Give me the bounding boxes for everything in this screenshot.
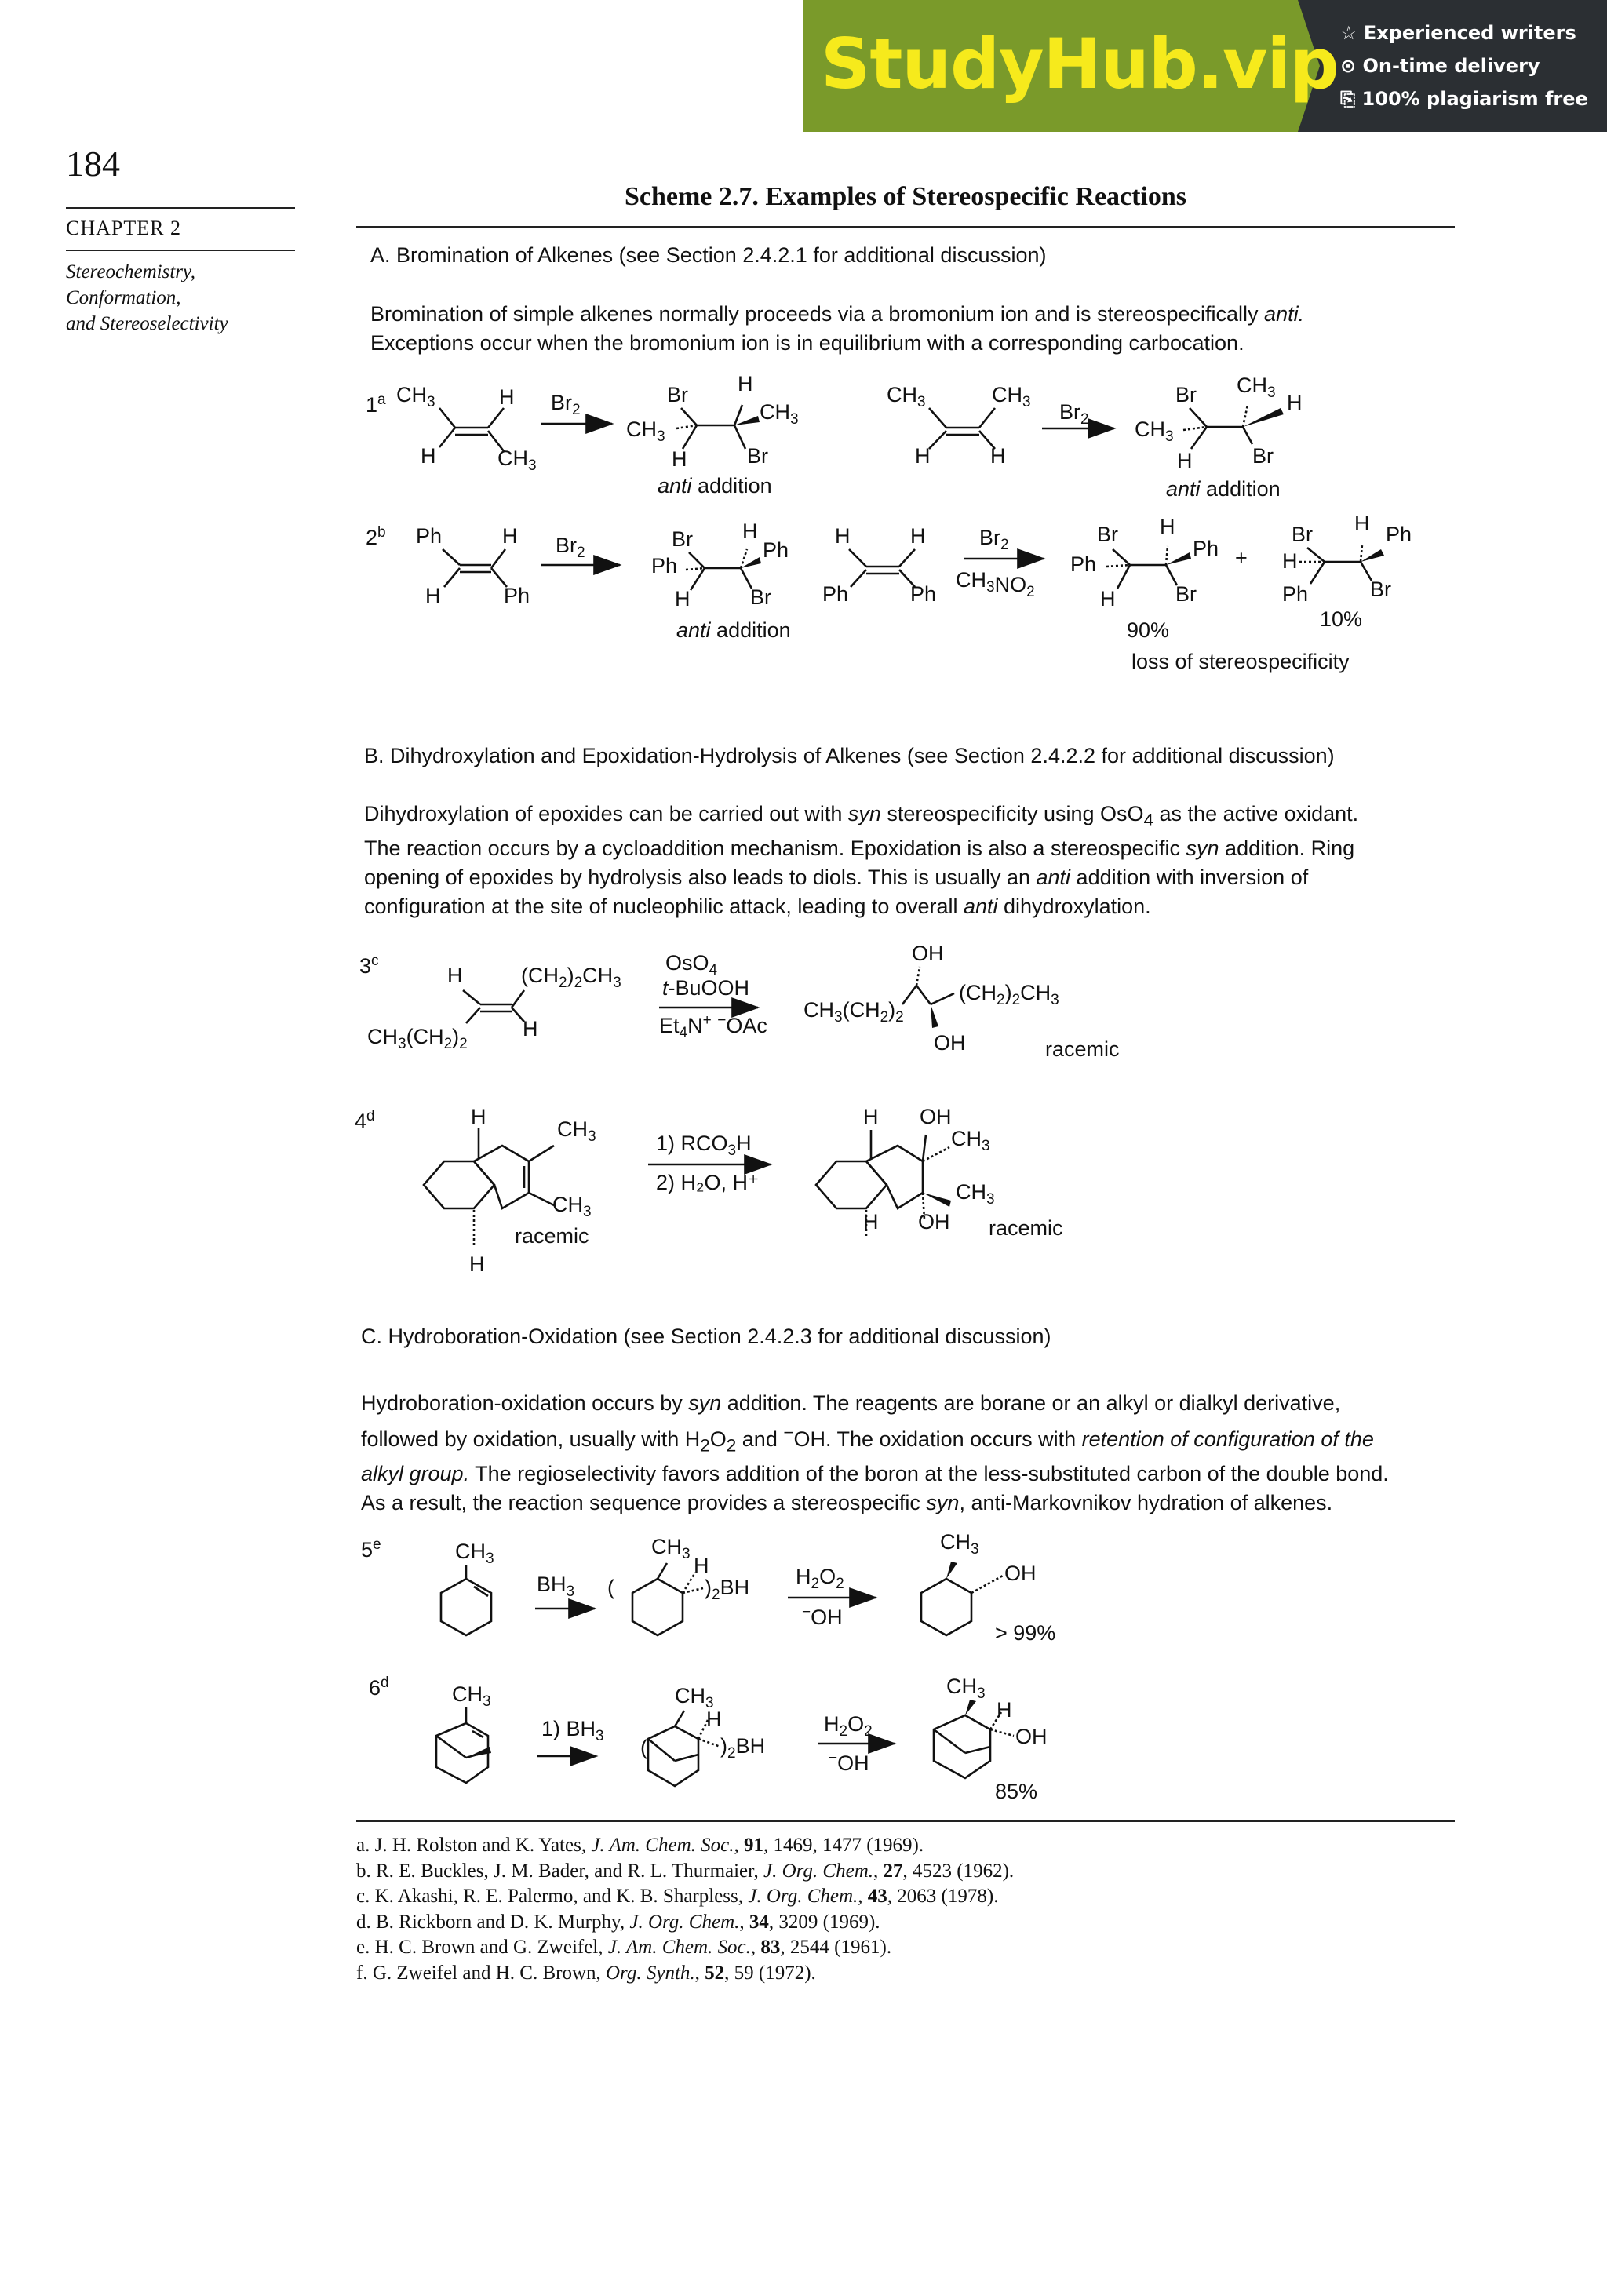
svg-text:CH3: $CH_3$ [956,1180,995,1208]
brand-logo[interactable]: StudyHub.vip [821,24,1339,104]
svg-text:anti addition: anti addition [1166,477,1281,501]
entry-number: 1$^a$ [366,392,386,417]
svg-text:85%: 85% [995,1780,1038,1803]
svg-text:H: H [447,964,463,987]
scheme-rule-bottom [356,1820,1455,1822]
svg-text:CH3(CH2)2: $CH_3(CH_2)_2$ [367,1025,468,1052]
svg-text:H2O2: $H_2O_2$ [796,1565,844,1592]
svg-text:Br: Br [750,585,771,609]
svg-text:racemic: racemic [989,1216,1063,1240]
svg-text:90%: 90% [1127,618,1170,642]
entry-6 [369,1675,1048,1803]
reference-a: a. J. H. Rolston and K. Yates, J. Am. Chem. Soc., 91, 1469, 1477 (1969). [356,1835,924,1856]
svg-text:CH3(CH2)2: $CH_3(CH_2)_2$ [804,998,904,1026]
svg-text:H: H [425,584,441,607]
section-c-paragraph: Hydroboration-oxidation occurs by syn addition. The reagents are borane or an alkyl or dialkyl derivative, followed by oxidation, usually with $H_2O_2$ and −OH. The oxidation occurs with retention of configuration of the alkyl group. The regioselectivity favors addition of the boron at the less-substituted carbon of the double bond. As a result, the reaction sequence provides a stereospecific syn, anti-Markovnikov hydration of alkenes. [361,1391,1389,1515]
entry-2 [366,512,1412,673]
svg-text:Ph: Ph [1282,582,1309,606]
entry-5 [361,1530,1055,1645]
svg-text:H: H [1160,515,1175,538]
svg-text:Br: Br [672,527,693,551]
svg-text:)2BH: )$_2BH$ [705,1576,750,1603]
reference-d: d. B. Rickborn and D. K. Murphy, J. Org. Chem., 34, 3209 (1969). [356,1911,880,1933]
svg-text:OsO4: OsO$_4$ [665,951,718,979]
svg-text:2b: 2$^b$ [366,524,386,549]
svg-text:OH: OH [920,1105,952,1128]
svg-text:OH: OH [934,1031,966,1055]
svg-text:4d: 4$^d$ [355,1108,375,1133]
loss-of-stereospecificity-label: loss of stereospecificity [1131,650,1350,673]
anti-addition-label: anti addition [658,474,772,497]
svg-text:CH3: $CH_3$ [940,1530,979,1558]
svg-text:H: H [499,385,515,409]
svg-text:6d: 6$^d$ [369,1675,389,1700]
svg-text:Ph: Ph [504,584,530,607]
svg-text:CH3: $CH_3$ [396,383,435,410]
svg-text:H: H [1100,587,1116,610]
svg-text:racemic: racemic [1045,1037,1120,1061]
svg-text:H: H [1282,549,1298,573]
svg-text:BH3: $BH_3$ [537,1573,575,1600]
svg-text:CH3NO2: $CH_3NO_2$ [956,568,1035,600]
svg-text:1) BH3: 1) $BH_3$ [541,1717,604,1744]
svg-text:racemic: racemic [515,1224,589,1248]
svg-text:Br: Br [1097,523,1118,546]
svg-text:(: ( [640,1736,647,1759]
svg-text:OH: OH [1015,1725,1048,1748]
svg-text:CH3: $CH_3$ [760,400,799,428]
svg-text:H: H [738,372,753,395]
svg-text:H: H [471,1105,486,1128]
svg-text:Br: Br [747,444,768,468]
svg-text:−OH: −OH [829,1750,869,1775]
running-head-line: Stereochemistry, [66,261,196,282]
references-list [356,1833,1014,1986]
svg-text:+: + [1235,546,1248,570]
svg-text:CH3: $CH_3$ [626,417,665,445]
svg-text:Ph: Ph [763,538,789,562]
section-a-title: A. Bromination of Alkenes (see Section 2.4.2.1 for additional discussion) [370,243,1047,267]
svg-text:OH: OH [912,942,944,965]
section-b-paragraph: Dihydroxylation of epoxides can be carried out with syn stereospecificity using OsO$_4$ as the active oxidant. The reaction occurs by a cycloaddition mechanism. Epoxidation is also a stereospecific syn addition. Ring opening of epoxides by hydrolysis also leads to diols. This is usually an anti addition with inversion of configuration at the site of nucleophilic attack, leading to overall anti dihydroxylation. [364,802,1359,919]
svg-text:−OH: −OH [802,1604,843,1629]
svg-text:CH3: $CH_3$ [552,1193,592,1220]
svg-text:H: H [672,447,687,471]
svg-text:Br: Br [1175,383,1197,406]
svg-text:Ph: Ph [1070,552,1097,576]
svg-text:CH3: $CH_3$ [992,383,1031,410]
section-b-title: B. Dihydroxylation and Epoxidation-Hydrolysis of Alkenes (see Section 2.4.2.2 for additional discussion) [364,744,1335,767]
svg-text:CH3: $CH_3$ [887,383,926,410]
svg-text:H: H [1354,512,1370,535]
svg-text:Ph: Ph [416,524,443,548]
svg-text:H: H [675,587,691,610]
svg-text:Br: Br [667,383,688,406]
svg-text:5e: 5e [361,1536,381,1562]
svg-text:CH3: $CH_3$ [497,446,537,474]
svg-text:anti addition: anti addition [676,618,791,642]
svg-text:Ph: Ph [822,582,849,606]
svg-text:2) H₂O, H⁺: 2) H₂O, H⁺ [656,1171,760,1194]
svg-text:t-BuOOH: t-BuOOH [662,976,750,1000]
svg-text:Br: Br [1252,444,1274,468]
svg-text:10%: 10% [1320,607,1363,631]
svg-text:(CH2)2CH3: $(CH_2)_2CH_3$ [521,964,621,991]
feature-experienced-writers: ☆ Experienced writers [1340,22,1576,44]
svg-text:> 99%: > 99% [995,1621,1056,1645]
svg-text:3c: 3$^c$ [359,953,379,978]
svg-text:CH3: $CH_3$ [651,1535,691,1562]
svg-text:CH3: $CH_3$ [946,1675,986,1702]
svg-text:H: H [997,1698,1012,1722]
svg-text:Br2: $Br_2$ [1059,400,1089,428]
reference-c: c. K. Akashi, R. E. Palermo, and K. B. Sharpless, J. Org. Chem., 43, 2063 (1978). [356,1886,999,1907]
svg-text:CH3: $CH_3$ [675,1684,714,1711]
svg-text:CH3: $CH_3$ [452,1682,491,1710]
scheme-title: Scheme 2.7. Examples of Stereospecific Reactions [624,182,1187,211]
svg-text:H: H [910,524,926,548]
svg-text:H2O2: $H_2O_2$ [824,1712,873,1740]
svg-text:CH3: $CH_3$ [951,1127,990,1154]
svg-text:CH3: $CH_3$ [455,1540,494,1567]
svg-text:(CH2)2CH3: $(CH_2)_2CH_3$ [959,981,1059,1008]
svg-text:CH3: $CH_3$ [1237,374,1276,401]
svg-text:H: H [915,444,931,468]
svg-text:H: H [502,524,518,548]
section-a-paragraph: Bromination of simple alkenes normally proceeds via a bromonium ion and is stereospecifically anti. Exceptions occur when the bromonium ion is in equilibrium with a corresponding carbocation. [370,302,1305,355]
svg-text:1) RCO3H: 1) $RCO_3H$ [656,1132,752,1159]
entry-4 [355,1105,1063,1276]
svg-text:Br2: $Br_2$ [551,391,581,418]
svg-text:Br2: $Br_2$ [979,526,1009,553]
svg-text:Ph: Ph [910,582,937,606]
svg-text:H: H [421,444,436,468]
feature-on-time-delivery: ⊙ On-time delivery [1340,55,1540,77]
svg-text:H: H [706,1707,722,1731]
svg-text:H: H [523,1017,538,1040]
svg-text:)2BH: )$_2BH$ [720,1734,766,1762]
svg-text:H: H [469,1252,485,1276]
svg-text:Et4N+ −OAc: $Et_4N^+$ −OAc [659,1012,767,1041]
feature-plagiarism-free: ⎘ 100% plagiarism free [1340,88,1588,110]
svg-text:H: H [742,519,758,543]
svg-text:H: H [863,1210,879,1234]
reference-e: e. H. C. Brown and G. Zweifel, J. Am. Chem. Soc., 83, 2544 (1961). [356,1937,892,1958]
svg-text:OH: OH [918,1210,950,1234]
chapter-label: CHAPTER 2 [66,217,181,239]
svg-text:Ph: Ph [1386,523,1412,546]
reference-f: f. G. Zweifel and H. C. Brown, Org. Synth., 52, 59 (1972). [356,1962,816,1984]
svg-text:H: H [1287,391,1303,414]
svg-text:H: H [835,524,851,548]
reference-b: b. R. E. Buckles, J. M. Bader, and R. L. Thurmaier, J. Org. Chem., 27, 4523 (1962). [356,1860,1015,1882]
svg-text:H: H [863,1105,879,1128]
svg-text:CH3: $CH_3$ [1135,417,1174,445]
svg-text:(: ( [607,1576,614,1599]
svg-text:H: H [1177,449,1193,472]
svg-text:Br: Br [1292,523,1313,546]
section-c-title: C. Hydroboration-Oxidation (see Section 2.4.2.3 for additional discussion) [361,1325,1051,1348]
page-number: 184 [66,144,120,184]
entry-3 [359,942,1120,1061]
svg-text:OH: OH [1004,1562,1037,1585]
running-head-line: and Stereoselectivity [66,313,228,334]
running-head-line: Conformation, [66,287,181,308]
svg-text:Ph: Ph [651,554,678,578]
svg-text:Br: Br [1175,582,1197,606]
entry-1 [366,372,1303,501]
svg-text:CH3: $CH_3$ [557,1117,596,1145]
svg-text:H: H [694,1554,709,1577]
svg-text:Ph: Ph [1193,537,1219,560]
svg-text:Br: Br [1370,578,1391,601]
svg-text:Br2: $Br_2$ [556,534,585,561]
svg-text:H: H [990,444,1006,468]
